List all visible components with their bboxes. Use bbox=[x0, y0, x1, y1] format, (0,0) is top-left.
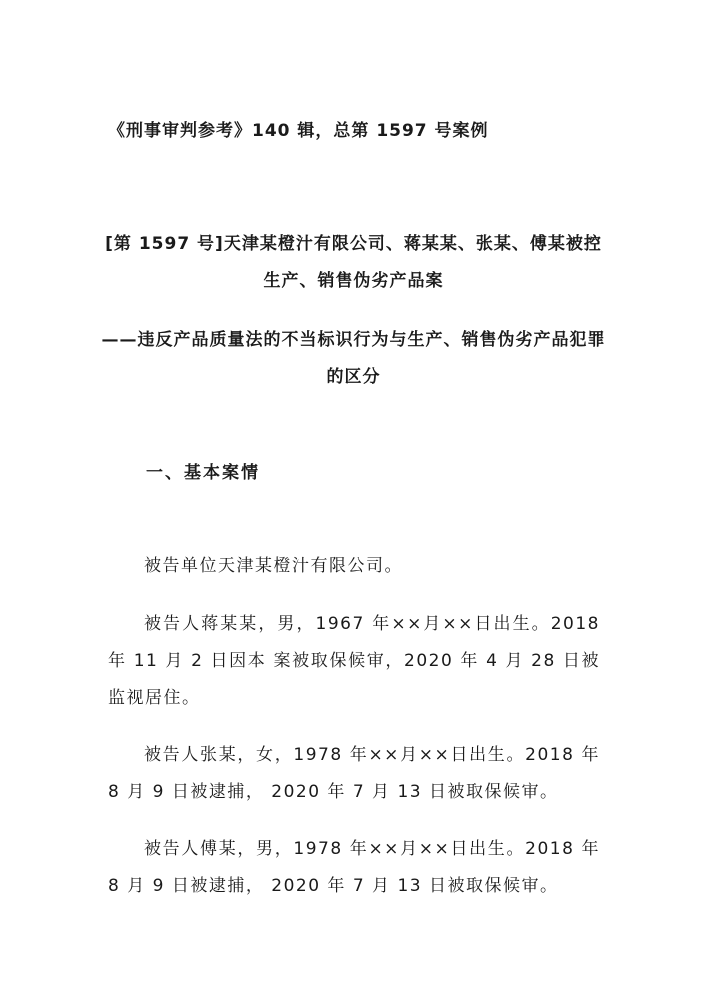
paragraph-defendant-zhang: 被告人张某，女，1978 年××月××日出生。2018 年 8 月 9 日被逮捕， 2020 年 7 月 13 日被取保候审。 bbox=[108, 745, 600, 802]
case-title: [第 1597 号]天津某橙汁有限公司、蒋某某、张某、傅某被控生产、销售伪劣产品案 bbox=[105, 234, 602, 291]
paragraph-defendant-company: 被告单位天津某橙汁有限公司。 bbox=[144, 556, 403, 576]
source-line: 《刑事审判参考》140 辑，总第 1597 号案例 bbox=[108, 121, 489, 141]
paragraph-defendant-fu: 被告人傅某，男，1978 年××月××日出生。2018 年 8 月 9 日被逮捕， 2020 年 7 月 13 日被取保候审。 bbox=[108, 839, 600, 896]
case-subtitle: ——违反产品质量法的不当标识行为与生产、销售伪劣产品犯罪的区分 bbox=[101, 330, 606, 387]
section-heading: 一、基本案情 bbox=[146, 463, 260, 483]
paragraph-defendant-jiang: 被告人蒋某某，男，1967 年××月××日出生。2018 年 11 月 2 日因本 案被取保候审，2020 年 4 月 28 日被监视居住。 bbox=[108, 614, 600, 708]
